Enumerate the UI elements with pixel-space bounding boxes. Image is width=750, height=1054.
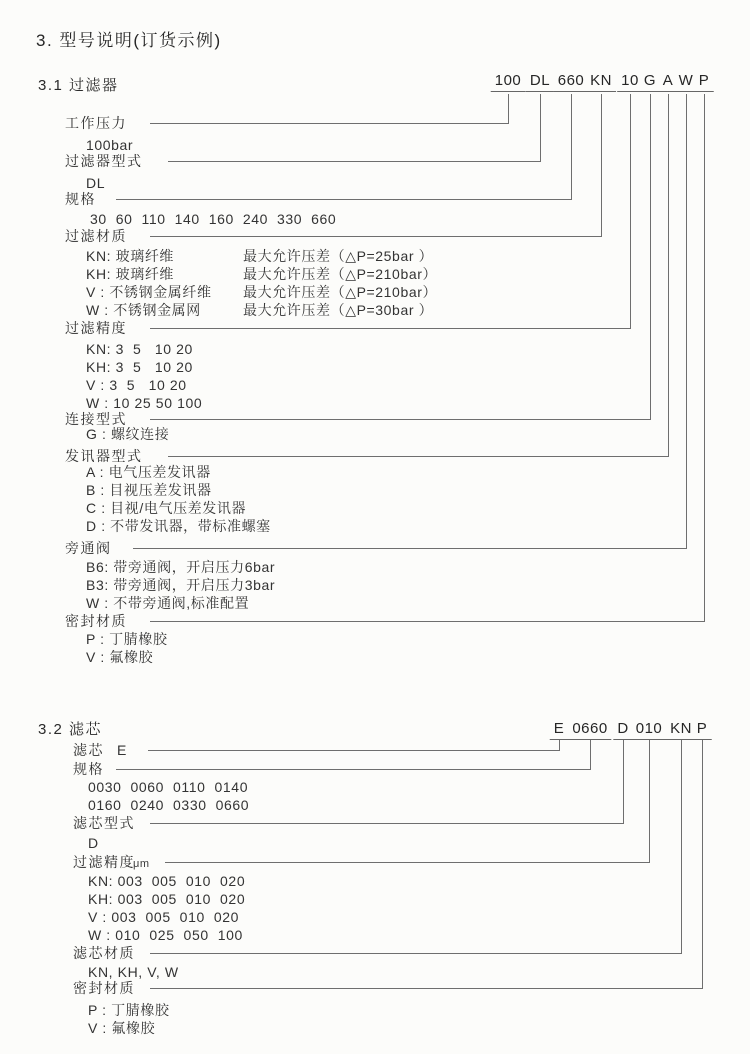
connector-line	[150, 328, 631, 329]
s1-indicator-row: D : 不带发讯器，带标准螺塞	[86, 518, 271, 534]
s1-label-seal: 密封材质	[65, 613, 127, 629]
s2-element-value: E	[117, 742, 127, 758]
connector-line	[623, 740, 624, 823]
s1-size-values: 30 60 110 140 160 240 330 660	[90, 211, 337, 227]
s1-label-rating: 过滤精度	[65, 320, 127, 336]
s1-bypass-row: B3: 带旁通阀，开启压力3bar	[86, 577, 276, 593]
connector-line	[508, 94, 509, 123]
s1-rating-row: KH: 3 5 10 20	[86, 359, 193, 375]
connector-line	[650, 94, 651, 419]
s2-label-element-type: 滤芯型式	[73, 815, 135, 831]
connector-line	[559, 740, 560, 750]
connector-line	[681, 740, 682, 953]
connector-line	[133, 548, 687, 549]
connector-line	[150, 419, 651, 420]
s1-label-media: 过滤材质	[65, 228, 127, 244]
s2-seal-row: V : 氟橡胶	[88, 1020, 156, 1036]
connector-line	[168, 456, 669, 457]
s2-size-row: 0160 0240 0330 0660	[88, 797, 250, 813]
s2-code-type: D	[613, 721, 632, 740]
s1-pressure-value: 100bar	[86, 137, 134, 153]
s1-indicator-row: A : 电气压差发讯器	[86, 464, 211, 480]
s1-code-seal: P	[695, 73, 714, 92]
s2-label-rating: 过滤精度	[73, 854, 135, 870]
s2-label-material: 滤芯材质	[73, 945, 135, 961]
s1-filter-type-value: DL	[86, 175, 106, 191]
s1-code-indicator: A	[659, 73, 678, 92]
connector-line	[168, 161, 541, 162]
s1-media-row: V : 不锈钢金属纤维	[86, 284, 212, 300]
s1-rating-row: KN: 3 5 10 20	[86, 341, 193, 357]
connector-line	[702, 740, 703, 988]
s2-rating-row: KN: 003 005 010 020	[88, 873, 246, 889]
section2-heading: 3.2 滤芯	[38, 721, 103, 738]
connector-line	[150, 236, 602, 237]
s1-code-type: DL	[526, 73, 554, 92]
s2-seal-row: P : 丁腈橡胶	[88, 1002, 170, 1018]
s2-code-size: 0660	[568, 721, 611, 740]
connector-line	[704, 94, 705, 621]
s2-rating-row: KH: 003 005 010 020	[88, 891, 246, 907]
connector-line	[668, 94, 669, 456]
s1-label-indicator: 发讯器型式	[65, 448, 143, 464]
section1-heading: 3.1 过滤器	[38, 77, 119, 94]
s1-label-filter-type: 过滤器型式	[65, 153, 143, 169]
s1-indicator-row: B : 目视压差发讯器	[86, 482, 212, 498]
connector-line	[165, 862, 650, 863]
s2-label-element: 滤芯	[73, 742, 104, 758]
s2-rating-row: V : 003 005 010 020	[88, 909, 239, 925]
s1-label-size: 规格	[65, 191, 96, 207]
page-title: 3. 型号说明(订货示例)	[36, 31, 222, 50]
s1-label-bypass: 旁通阀	[65, 540, 112, 556]
s1-code-pressure: 100	[491, 73, 526, 92]
s1-seal-row: V : 氟橡胶	[86, 649, 154, 665]
s2-code-seal: P	[693, 721, 712, 740]
connector-line	[571, 94, 572, 199]
s1-media-dp: 最大允许压差（△P=30bar ）	[243, 302, 434, 318]
connector-line	[630, 94, 631, 328]
s1-media-row: W : 不锈钢金属网	[86, 302, 201, 318]
s1-bypass-row: B6: 带旁通阀，开启压力6bar	[86, 559, 276, 575]
s1-code-size: 660	[554, 73, 589, 92]
s2-code-element: E	[550, 721, 569, 740]
s1-media-dp: 最大允许压差（△P=210bar）	[243, 266, 438, 282]
connector-line	[150, 823, 624, 824]
s1-media-row: KN: 玻璃纤维	[86, 248, 175, 264]
s2-rating-unit: μm	[133, 858, 150, 870]
connector-line	[150, 953, 682, 954]
s2-code-rating: 010	[632, 721, 667, 740]
s1-media-row: KH: 玻璃纤维	[86, 266, 175, 282]
s2-label-seal: 密封材质	[73, 980, 135, 996]
s2-rating-row: W : 010 025 050 100	[88, 927, 243, 943]
s1-media-dp: 最大允许压差（△P=210bar）	[243, 284, 438, 300]
connector-line	[150, 988, 703, 989]
s2-label-size: 规格	[73, 761, 104, 777]
s1-seal-row: P : 丁腈橡胶	[86, 631, 168, 647]
connector-line	[686, 94, 687, 548]
s1-code-connection: G	[640, 73, 660, 92]
s1-rating-row: V : 3 5 10 20	[86, 377, 187, 393]
connector-line	[150, 123, 509, 124]
connector-line	[150, 621, 705, 622]
s2-material-value: KN, KH, V, W	[88, 964, 179, 980]
connector-line	[649, 740, 650, 862]
connector-line	[601, 94, 602, 236]
s1-code-bypass: W	[675, 73, 698, 92]
s1-media-dp: 最大允许压差（△P=25bar ）	[243, 248, 434, 264]
s1-label-pressure: 工作压力	[65, 115, 127, 131]
s2-size-row: 0030 0060 0110 0140	[88, 779, 249, 795]
s1-label-connection: 连接型式	[65, 411, 127, 427]
connector-line	[148, 750, 560, 751]
s1-rating-row: W : 10 25 50 100	[86, 395, 203, 411]
s1-indicator-row: C : 目视/电气压差发讯器	[86, 500, 247, 516]
connector-line	[116, 199, 572, 200]
s1-connection-row: G : 螺纹连接	[86, 426, 170, 442]
connector-line	[116, 769, 591, 770]
connector-line	[590, 740, 591, 769]
s1-bypass-row: W : 不带旁通阀,标准配置	[86, 595, 250, 611]
s1-code-rating: 10	[617, 73, 643, 92]
s1-code-media: KN	[586, 73, 616, 92]
s2-element-type-value: D	[88, 835, 99, 851]
connector-line	[540, 94, 541, 161]
s2-code-material: KN	[666, 721, 696, 740]
